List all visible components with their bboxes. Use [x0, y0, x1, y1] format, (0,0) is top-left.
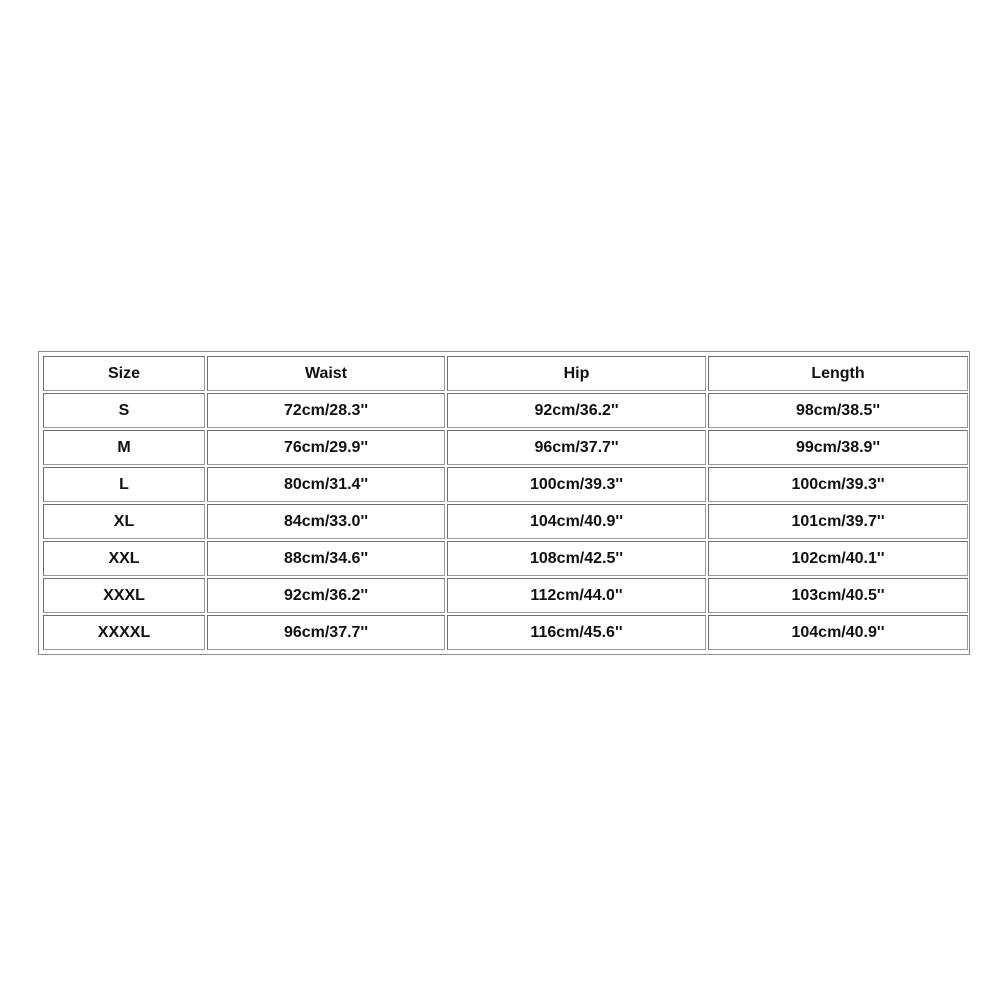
size-chart-frame — [38, 351, 970, 655]
cell-waist: 80cm/31.4'' — [207, 467, 445, 502]
cell-hip: 108cm/42.5'' — [447, 541, 706, 576]
table-row — [43, 393, 968, 428]
cell-hip: 104cm/40.9'' — [447, 504, 706, 539]
cell-size: XXXL — [43, 578, 205, 613]
header-waist: Waist — [207, 356, 445, 391]
cell-length: 103cm/40.5'' — [708, 578, 968, 613]
cell-hip: 100cm/39.3'' — [447, 467, 706, 502]
cell-length: 99cm/38.9'' — [708, 430, 968, 465]
cell-waist: 88cm/34.6'' — [207, 541, 445, 576]
cell-hip: 96cm/37.7'' — [447, 430, 706, 465]
cell-length: 98cm/38.5'' — [708, 393, 968, 428]
cell-size: L — [43, 467, 205, 502]
cell-size: M — [43, 430, 205, 465]
table-row — [43, 578, 968, 613]
cell-waist: 72cm/28.3'' — [207, 393, 445, 428]
header-length: Length — [708, 356, 968, 391]
table-row — [43, 541, 968, 576]
table-row — [43, 615, 968, 650]
cell-length: 101cm/39.7'' — [708, 504, 968, 539]
cell-hip: 92cm/36.2'' — [447, 393, 706, 428]
table-header-row — [43, 356, 968, 391]
cell-waist: 92cm/36.2'' — [207, 578, 445, 613]
cell-waist: 76cm/29.9'' — [207, 430, 445, 465]
cell-size: S — [43, 393, 205, 428]
cell-size: XL — [43, 504, 205, 539]
header-size: Size — [43, 356, 205, 391]
cell-hip: 112cm/44.0'' — [447, 578, 706, 613]
cell-waist: 96cm/37.7'' — [207, 615, 445, 650]
cell-hip: 116cm/45.6'' — [447, 615, 706, 650]
cell-length: 100cm/39.3'' — [708, 467, 968, 502]
cell-length: 102cm/40.1'' — [708, 541, 968, 576]
cell-size: XXL — [43, 541, 205, 576]
header-hip: Hip — [447, 356, 706, 391]
cell-size: XXXXL — [43, 615, 205, 650]
table-row — [43, 430, 968, 465]
cell-waist: 84cm/33.0'' — [207, 504, 445, 539]
cell-length: 104cm/40.9'' — [708, 615, 968, 650]
size-chart-table — [41, 354, 970, 652]
table-row — [43, 504, 968, 539]
table-row — [43, 467, 968, 502]
